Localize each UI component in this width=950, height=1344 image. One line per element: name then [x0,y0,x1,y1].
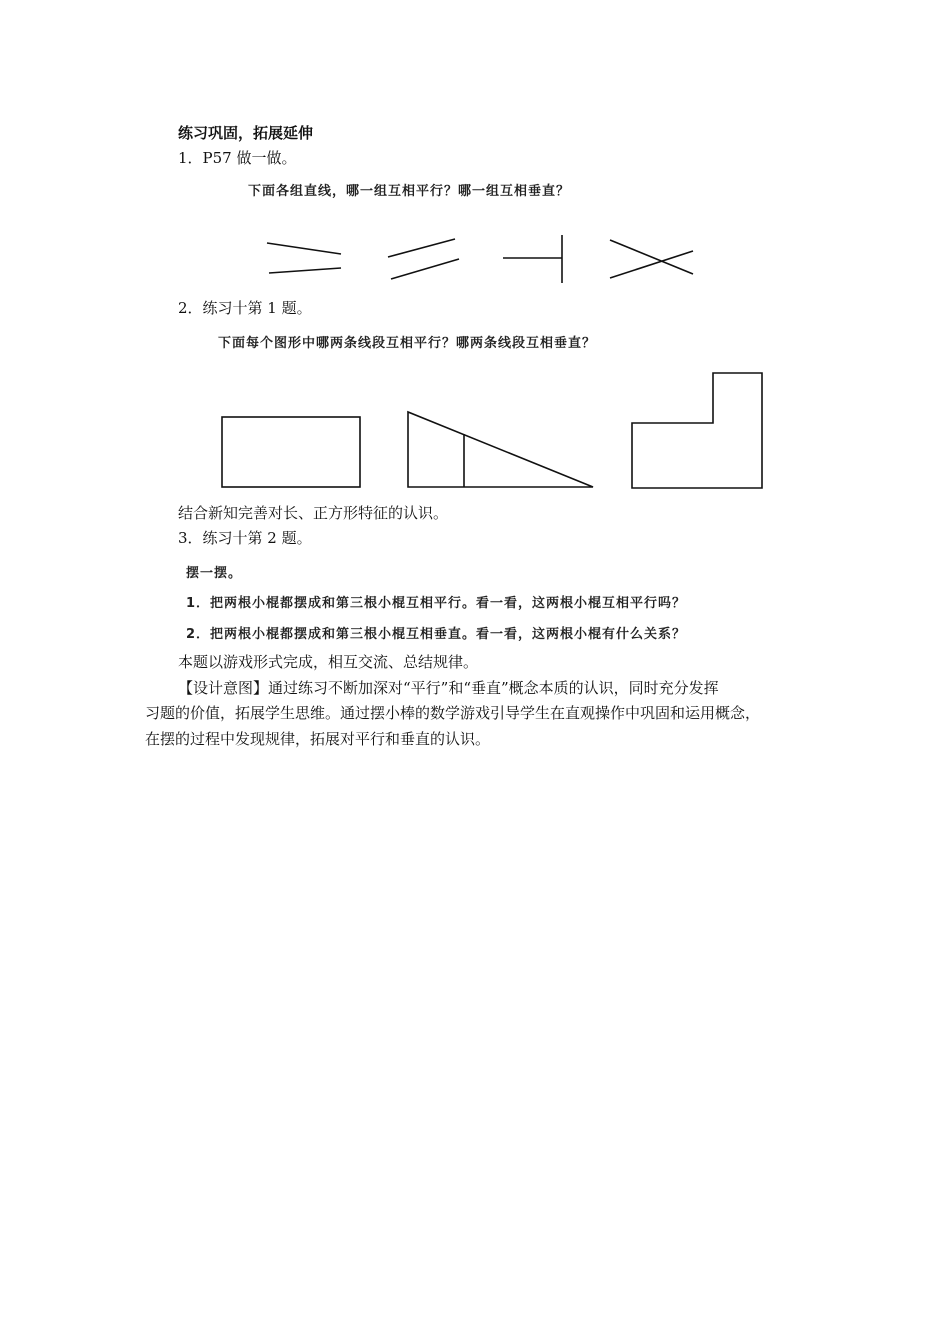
item1-label: 1．P57 做一做。 [178,149,297,167]
shapes-figure [210,368,770,498]
trapezoid-triangle-shape [408,412,593,487]
item3-label: 3．练习十第 2 题。 [178,529,312,547]
design-intent-line1: 【设计意图】通过练习不断加深对“平行”和“垂直”概念本质的认识，同时充分发挥 [178,679,719,697]
section-title: 练习巩固，拓展延伸 [178,124,314,142]
item2-label: 2．练习十第 1 题。 [178,299,312,317]
design-intent-line3: 在摆的过程中发现规律，拓展对平行和垂直的认识。 [145,730,491,748]
rectangle-shape [222,417,360,487]
group2-line-b [391,259,459,279]
group4-line-b [610,251,693,278]
item2-image-caption: 下面每个图形中哪两条线段互相平行？哪两条线段互相垂直？ [218,336,597,351]
line-groups-figure [255,230,715,290]
group1-line-b [269,268,341,273]
l-shape [632,373,762,488]
design-intent-line2: 习题的价值，拓展学生思维。通过摆小棒的数学游戏引导学生在直观操作中巩固和运用概念， [145,704,761,722]
item3-image-title: 摆一摆。 [186,566,243,581]
group1-line-a [267,243,341,254]
group2-line-a [388,239,455,257]
group4-line-a [610,240,693,274]
item3-image-line1: 1．把两根小棍都摆成和第三根小棍互相平行。看一看，这两根小棍互相平行吗？ [186,596,687,611]
item3-image-line2: 2．把两根小棍都摆成和第三根小棍互相垂直。看一看，这两根小棍有什么关系？ [186,627,687,642]
item2-note: 结合新知完善对长、正方形特征的认识。 [178,504,449,522]
item1-image-caption: 下面各组直线，哪一组互相平行？哪一组互相垂直？ [248,184,571,199]
item3-note: 本题以游戏形式完成，相互交流、总结规律。 [178,653,479,671]
